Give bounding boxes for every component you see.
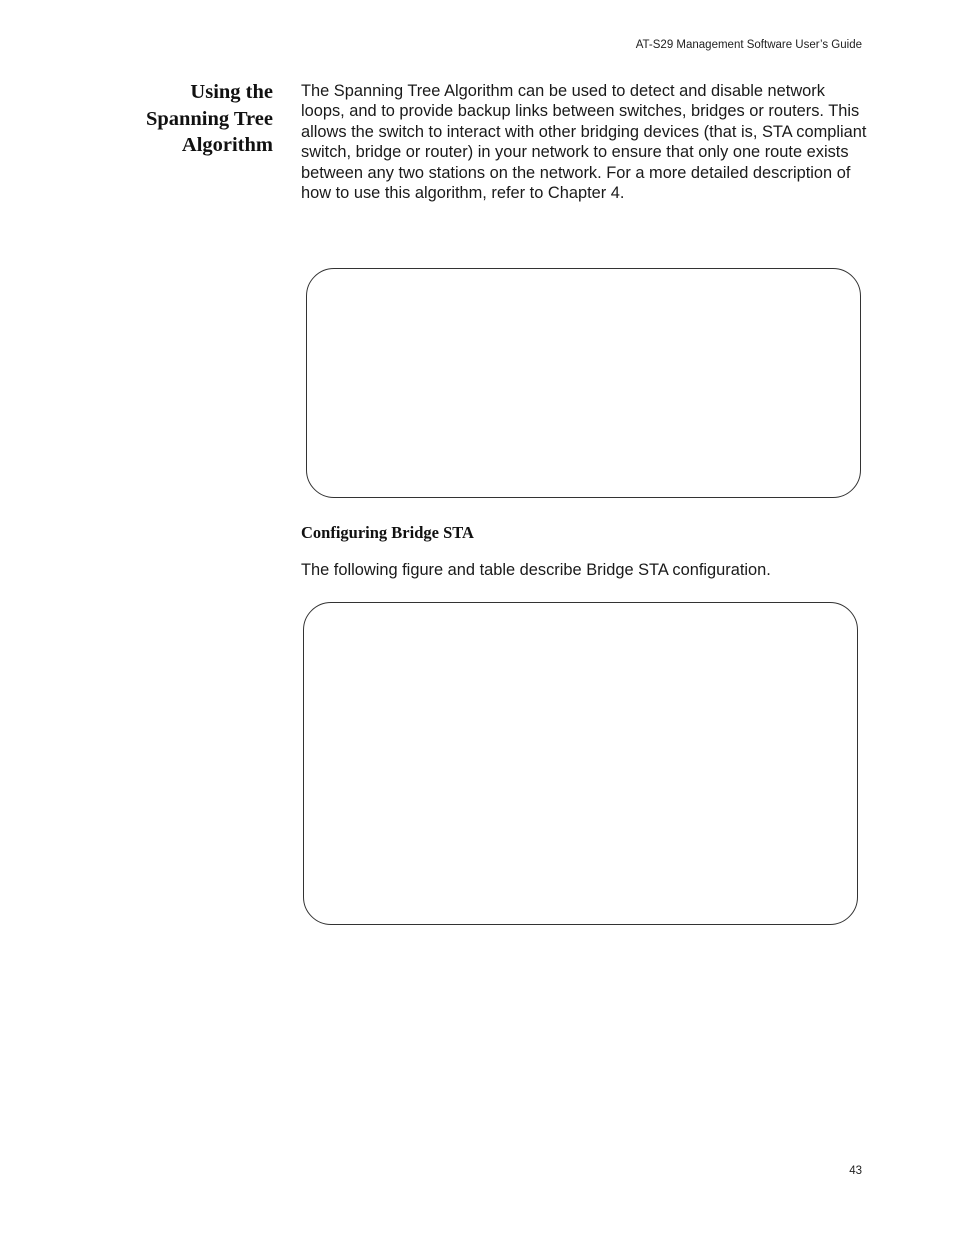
section-heading-line-1: Using the (190, 81, 273, 103)
figure-placeholder-bottom (303, 602, 858, 925)
section-heading (103, 79, 273, 159)
page-number: 43 (849, 1165, 862, 1177)
figure-placeholder-top (306, 268, 861, 498)
running-header: AT-S29 Management Software User’s Guide (635, 39, 862, 51)
section-heading-line-3: Algorithm (181, 134, 273, 156)
subsection-heading: Configuring Bridge STA (301, 523, 474, 542)
intro-paragraph: The Spanning Tree Algorithm can be used to detect and disable network loops, and to provide backup links between switches, bridges or routers. This allows the switch to interact with other bridging devices (that is, STA compliant switch, bridge or router) in your network to ensure that only one route exists between any two stations on the network. For a more detailed description of how to use this algorithm, refer to Chapter 4. (301, 82, 867, 203)
section-heading-line-2: Spanning Tree (145, 107, 273, 130)
subsection-body: The following figure and table describe Bridge STA configuration. (301, 561, 771, 579)
